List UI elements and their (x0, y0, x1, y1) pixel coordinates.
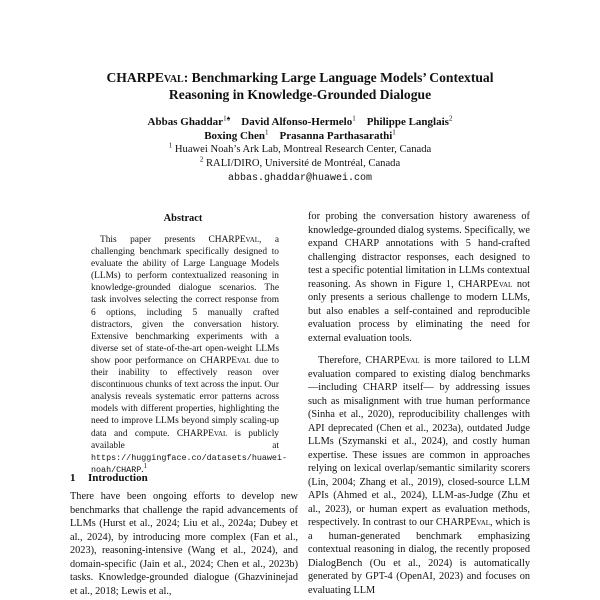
dataset-url-link[interactable]: https://huggingface.co/datasets/huawei-noah/CHARP (91, 452, 288, 475)
title-name: CHARP (106, 70, 155, 85)
paper-title-line-1 (40, 69, 560, 86)
affiliation-text: Huawei Noah’s Ark Lab, Montreal Research Center, Canada (174, 144, 432, 155)
abstract-part: This paper presents CHARP (100, 235, 240, 245)
section-heading-introduction (70, 471, 300, 485)
affiliation-mark: 1 (168, 141, 173, 150)
author-name: Abbas Ghaddar (147, 116, 224, 128)
title-name-smallcaps: Eval (154, 70, 184, 85)
paragraph-part: not only presents a serious challenge to modern LLMs, but also enables a self-contained and reproducible evaluation process by eliminating the need for external evaluation tools. (308, 278, 531, 344)
paragraph-part: for probing the conversation history awareness of knowledge-grounded dialog systems. Specifically, we expand CHARP annotations with 5 hand-crafted challenging distractor responses, each designed to test a specific potential limitation in LLMs contextual reasoning. As shown in Figure 1, CHARP (308, 211, 530, 290)
right-column (308, 210, 530, 597)
abstract-part: , a challenging benchmark specifically designed to evaluate the ability of Large Language Models (LLMs) to perform contextualized reasoning in knowledge-grounded dialogue scenarios. The task involves selecting the correct response from 6 options, including 5 manually crafted distractors, given the conversation history. Extensive benchmarking experiments with a diverse set of state-of-the-art open-weight LLMs show poor performance on CHARP (91, 235, 280, 366)
author-name: Boxing Chen (204, 130, 266, 142)
abstract-text (91, 234, 288, 476)
paragraph-part: is more tailored to LLM evaluation compared to existing dialog benchmarks —including CHARP itself— by addressing issues such as misalignment with true human performance (Sinha et al., 2020), reproducibility challenges with API deprecated (Chen et al., 2023a), outdated Judge LLMs (Szymanski et al., 2024), and costly human expertise. These issues are common in approaches relying on lexical overlap/semantic similarity scorers (Lin, 2004; Zhang et al., 2019), closed-source LLM APIs (Ahmed et al., 2024), LLM-as-Judge (Zhu et al., 2023), or human expert as evaluation methods, respectively. In contrast to our CHARP (308, 355, 530, 528)
author-mark: 1 (352, 114, 356, 123)
author-mark: 1 (265, 128, 269, 137)
abstract-smallcaps: Eval (208, 428, 228, 439)
paragraph-part: Therefore, CHARP (318, 355, 400, 366)
title-line-1-rest: : Benchmarking Large Language Models’ Contextual (183, 70, 494, 85)
abstract-part: due to their inability to effectively reason over discontinuous chunks of text across the input. Our analysis reveals systematic error patterns across models with different properties, highlighting the need to improve LLMs beyond simply scaling-up data and compute. CHARP (91, 355, 279, 439)
author-line-1 (40, 115, 560, 129)
author-email: abbas.ghaddar@huawei.com (227, 173, 373, 184)
footnote-marker: 1 (143, 461, 148, 470)
paragraph-part: , which is a human-generated benchmark emphasizing contextual reasoning in dialog, the recently proposed DialogBench (Ou et al., 2024) is automatically generated by GPT-4 (OpenAI, 2023) and focuses on evaluating LLM (308, 517, 530, 596)
affiliation-mark: 2 (199, 155, 204, 164)
paragraph-smallcaps: Eval (492, 278, 513, 290)
affiliation-1 (40, 143, 560, 157)
author-mark: 2 (448, 114, 453, 123)
author-line-2 (40, 129, 560, 143)
right-paragraph-1 (308, 210, 530, 345)
affiliation-2 (40, 157, 560, 171)
author-name: Philippe Langlais (366, 116, 449, 128)
abstract-smallcaps: Eval (231, 355, 251, 366)
paragraph-smallcaps: Eval (470, 517, 491, 528)
abstract-part: . (141, 464, 144, 475)
author-name: David Alfonso-Hermelo (241, 116, 353, 128)
paragraph-smallcaps: Eval (399, 355, 420, 366)
paper-title-line-2: Reasoning in Knowledge-Grounded Dialogue (168, 87, 432, 102)
affiliation-text: RALI/DIRO, Université de Montréal, Canada (205, 158, 401, 169)
author-mark: 1♠ (223, 114, 231, 123)
author-name: Prasanna Parthasarathi (279, 130, 393, 142)
section-number: 1 (70, 472, 76, 484)
abstract-part: is publicly available at (91, 428, 279, 451)
section-title: Introduction (88, 472, 148, 484)
abstract-heading: Abstract (163, 213, 203, 224)
author-mark: 1 (392, 128, 396, 137)
abstract-smallcaps: Eval (239, 235, 260, 245)
introduction-text: There have been ongoing efforts to develop new benchmarks that challenge the rapid advancements of LLMs (Hurst et al., 2024; Liu et al., 2024a; Dubey et al., 2024), by introducing more complex (Fan et al., 2023), reasoning-intensive (Wang et al., 2024), and domain-specific (Jain et al., 2024; Chen et al., 2023b) tasks. Knowledge-grounded dialogue (Ghazvininejad et al., 2018; Lewis et al., (70, 491, 298, 597)
right-paragraph-2 (308, 354, 530, 597)
